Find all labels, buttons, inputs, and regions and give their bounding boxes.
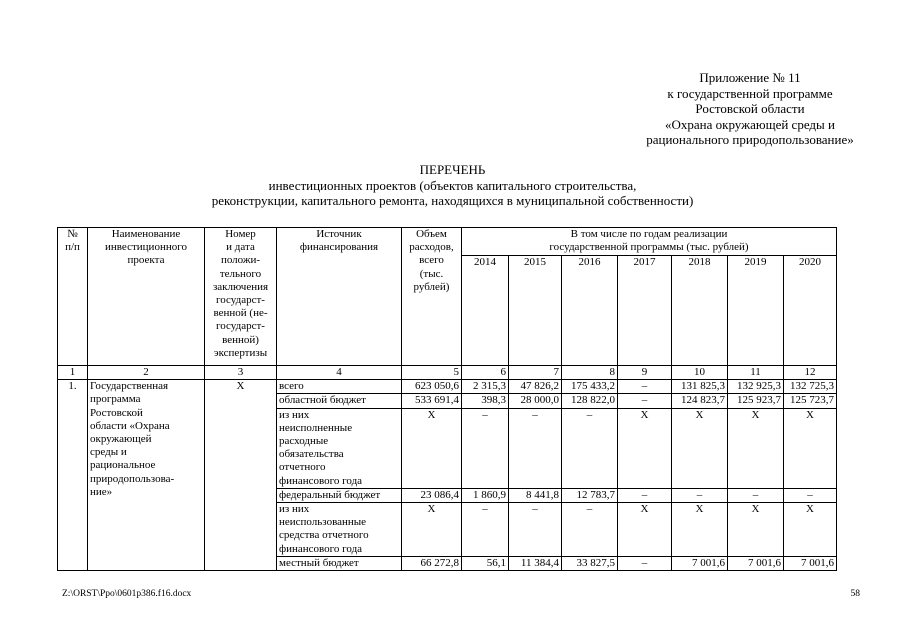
funding-source: федеральный бюджет (277, 488, 402, 502)
year-value: Х (672, 408, 728, 488)
year-value: Х (618, 408, 672, 488)
year-value: 56,1 (462, 557, 509, 571)
year-value: 7 001,6 (672, 557, 728, 571)
year-value: Х (728, 503, 784, 557)
year-value: – (462, 503, 509, 557)
year-value: 47 826,2 (509, 380, 562, 394)
year-value: 132 925,3 (728, 380, 784, 394)
column-number: 1 (58, 366, 88, 380)
appendix-block (600, 70, 900, 148)
header-year: 2020 (784, 255, 837, 365)
funding-source: из них неисполненные расходные обязательства отчетного финансового года (277, 408, 402, 488)
header-year: 2016 (562, 255, 618, 365)
column-number: 8 (562, 366, 618, 380)
appendix-line: к государственной программе (667, 85, 833, 101)
year-value: Х (618, 503, 672, 557)
appendix-line: Приложение № 11 (699, 70, 801, 85)
project-expertise: Х (205, 380, 277, 571)
header-expertise: Номер и дата положи- тельного заключения государст- венной (не- государст- венной) экспертизы (205, 228, 277, 366)
year-value: 1 860,9 (462, 488, 509, 502)
total-value: 623 050,6 (402, 380, 462, 394)
year-value: 11 384,4 (509, 557, 562, 571)
year-value: 124 823,7 (672, 394, 728, 408)
year-value: 7 001,6 (784, 557, 837, 571)
header-year: 2018 (672, 255, 728, 365)
investment-projects-table (57, 227, 837, 571)
year-value: – (618, 488, 672, 502)
year-value: – (462, 408, 509, 488)
document-subtitle: реконструкции, капитального ремонта, находящихся в муниципальной собственности) (211, 193, 694, 208)
column-number: 7 (509, 366, 562, 380)
document-title: ПЕРЕЧЕНЬ (419, 162, 486, 177)
column-number: 4 (277, 366, 402, 380)
column-numbers-row (58, 366, 837, 380)
year-value: 7 001,6 (728, 557, 784, 571)
year-value: Х (728, 408, 784, 488)
column-number: 9 (618, 366, 672, 380)
funding-source: местный бюджет (277, 557, 402, 571)
funding-source: всего (277, 380, 402, 394)
year-value: 33 827,5 (562, 557, 618, 571)
year-value: 28 000,0 (509, 394, 562, 408)
year-value: – (509, 408, 562, 488)
appendix-line: «Охрана окружающей среды и (665, 116, 835, 132)
total-value: 533 691,4 (402, 394, 462, 408)
header-year: 2019 (728, 255, 784, 365)
table-row (58, 380, 837, 394)
appendix-line: Ростовской области (695, 101, 805, 116)
year-value: Х (672, 503, 728, 557)
document-subtitle: инвестиционных проектов (объектов капитального строительства, (268, 177, 637, 193)
column-number: 12 (784, 366, 837, 380)
year-value: – (672, 488, 728, 502)
year-value: 132 725,3 (784, 380, 837, 394)
year-value: – (618, 557, 672, 571)
header-project-name: Наименование инвестиционного проекта (88, 228, 205, 366)
year-value: – (562, 408, 618, 488)
year-value: 131 825,3 (672, 380, 728, 394)
page-number: 58 (850, 589, 860, 599)
header-year: 2017 (618, 255, 672, 365)
year-value: 2 315,3 (462, 380, 509, 394)
project-name: Государственная программа Ростовской области «Охрана окружающей среды и рациональное природопользова- ние» (88, 380, 205, 571)
header-funding-source: Источник финансирования (277, 228, 402, 366)
column-number: 5 (402, 366, 462, 380)
year-value: 125 923,7 (728, 394, 784, 408)
year-value: – (728, 488, 784, 502)
year-value: Х (784, 408, 837, 488)
total-value: 66 272,8 (402, 557, 462, 571)
column-number: 6 (462, 366, 509, 380)
year-value: 125 723,7 (784, 394, 837, 408)
year-value: 175 433,2 (562, 380, 618, 394)
funding-source: областной бюджет (277, 394, 402, 408)
year-value: 8 441,8 (509, 488, 562, 502)
year-value: 128 822,0 (562, 394, 618, 408)
year-value: – (618, 380, 672, 394)
file-path: Z:\ORST\Ppo\0601p386.f16.docx (62, 589, 192, 599)
funding-source: из них неиспользованные средства отчетного финансового года (277, 503, 402, 557)
appendix-line: рационального природопользование» (646, 132, 854, 147)
document-heading (0, 162, 905, 209)
year-value: 398,3 (462, 394, 509, 408)
year-value: 12 783,7 (562, 488, 618, 502)
column-number: 2 (88, 366, 205, 380)
column-number: 11 (728, 366, 784, 380)
header-row (58, 228, 837, 256)
year-value: – (784, 488, 837, 502)
header-year: 2015 (509, 255, 562, 365)
column-number: 10 (672, 366, 728, 380)
project-number: 1. (58, 380, 88, 571)
column-number: 3 (205, 366, 277, 380)
total-value: Х (402, 408, 462, 488)
header-years-group: В том числе по годам реализации государственной программы (тыс. рублей) (462, 228, 837, 256)
header-total: Объем расходов, всего (тыс. рублей) (402, 228, 462, 366)
total-value: Х (402, 503, 462, 557)
year-value: Х (784, 503, 837, 557)
year-value: – (618, 394, 672, 408)
year-value: – (509, 503, 562, 557)
header-num: № п/п (58, 228, 88, 366)
header-year: 2014 (462, 255, 509, 365)
year-value: – (562, 503, 618, 557)
total-value: 23 086,4 (402, 488, 462, 502)
